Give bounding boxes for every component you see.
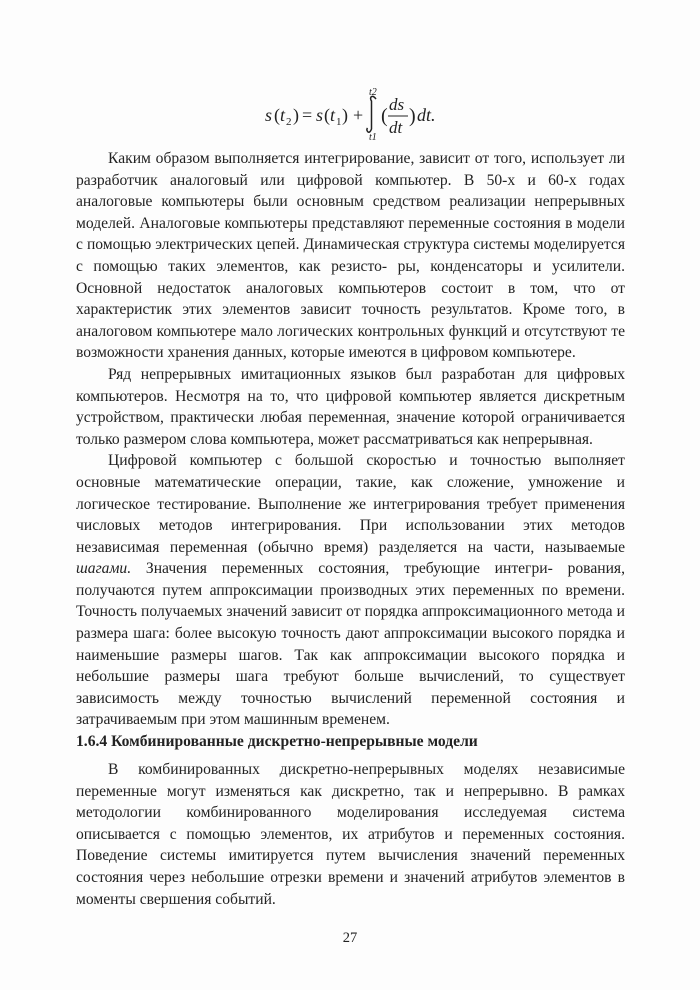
- paragraph-combined-models: В комбинированных дискретно-непрерывных моделях независимые переменные могут изменяться как дискретно, так и непрерывно. В рамках методологии комбинированного моделирования исследуемая система описывается с помощью элементов, их атрибутов и переменных состояния. Поведение системы имитируется путем вычисления значений переменных состояния через небольшие отрезки времени и значений атрибутов элементов в моменты свершения событий.: [76, 761, 625, 908]
- paragraph-digital-integration-after: Значения переменных состояния, требующие интегри- рования, получаются путем аппроксимации производных этих переменных по времени. Точность получаемых значений зависит от порядка аппроксимационного метода и размера шага: более высокую точность дают аппроксимации высокого порядка и наименьшие размеры шагов. Так как аппроксимации высокого порядка и небольшие размеры шага требуют больше вычислений, то существует зависимость между точностью вычислений переменной состояния и затрачиваемым при этом машинным временем.: [76, 560, 625, 729]
- formula-differential: dt.: [417, 105, 436, 125]
- formula-rhs-func: s: [316, 105, 324, 125]
- formula-lower-limit: t1: [369, 132, 377, 142]
- formula-lhs-close-paren: ): [293, 105, 299, 125]
- page-number: 27: [342, 930, 358, 946]
- emphasis-term-steps: шагами.: [76, 560, 132, 578]
- formula-frac-open-paren: (: [381, 105, 388, 127]
- section-heading: 1.6.4 Комбинированные дискретно-непрерывные модели: [76, 733, 478, 750]
- formula-lhs-arg: t: [280, 105, 286, 125]
- paragraph-digital-integration: [76, 450, 625, 731]
- paragraph-digital-integration-before: Цифровой компьютер с большой скоростью и точностью выполняет основные математические операции, такие, как сложение, умножение и логическое тестирование. Выполнение же интегрирования требует применения числовых методов интегрирования. При использовании этих методов независимая переменная (обычно время) разделяется на части, называемые: [76, 452, 625, 556]
- formula-rhs-close-paren: ): [342, 105, 348, 125]
- formula-upper-limit: t2: [369, 88, 377, 98]
- formula-plus: +: [353, 105, 364, 125]
- integral-formula: [262, 88, 462, 142]
- formula-lhs-open-paren: (: [274, 105, 280, 125]
- main-text-block: [76, 148, 625, 731]
- formula-rhs-arg: t: [330, 105, 336, 125]
- paragraph-analog-digital: Каким образом выполняется интегрирование, зависит от того, использует ли разработчик аналоговый или цифровой компьютер. В 50-х и 60-х годах аналоговые компьютеры были основным средством реализации непрерывных моделей. Аналоговые компьютеры представляют переменные состояния в модели с помощью электрических цепей. Динамическая структура системы моделируется с помощью таких элементов, как резисто- ры, конденсаторы и усилители. Основной недостаток аналоговых компьютеров состоит в том, что от характеристик этих элементов зависит точность результатов. Кроме того, в аналоговом компьютере мало логических контрольных функций и отсутствуют те возможности хранения данных, которые имеются в цифровом компьютере.: [76, 150, 625, 362]
- formula-equals: =: [302, 105, 313, 125]
- formula-lhs-sub: 2: [286, 116, 292, 128]
- formula-lhs-func: s: [265, 105, 273, 125]
- integral-sign-icon: [367, 96, 376, 132]
- formula-rhs-sub: 1: [336, 116, 342, 128]
- formula-frac-close-paren: ): [409, 105, 416, 127]
- formula-rhs-open-paren: (: [324, 105, 330, 125]
- formula-denominator: dt: [389, 118, 403, 137]
- paragraph-continuous-languages: Ряд непрерывных имитационных языков был разработан для цифровых компьютеров. Несмотря на то, что цифровой компьютер является дискретным устройством, практически любая переменная, значение которой ограничивается только размером слова компьютера, может рассматриваться как непрерывная.: [76, 365, 625, 448]
- formula-svg: [262, 88, 462, 142]
- section-text-block: [76, 759, 625, 910]
- formula-numerator: ds: [389, 95, 405, 114]
